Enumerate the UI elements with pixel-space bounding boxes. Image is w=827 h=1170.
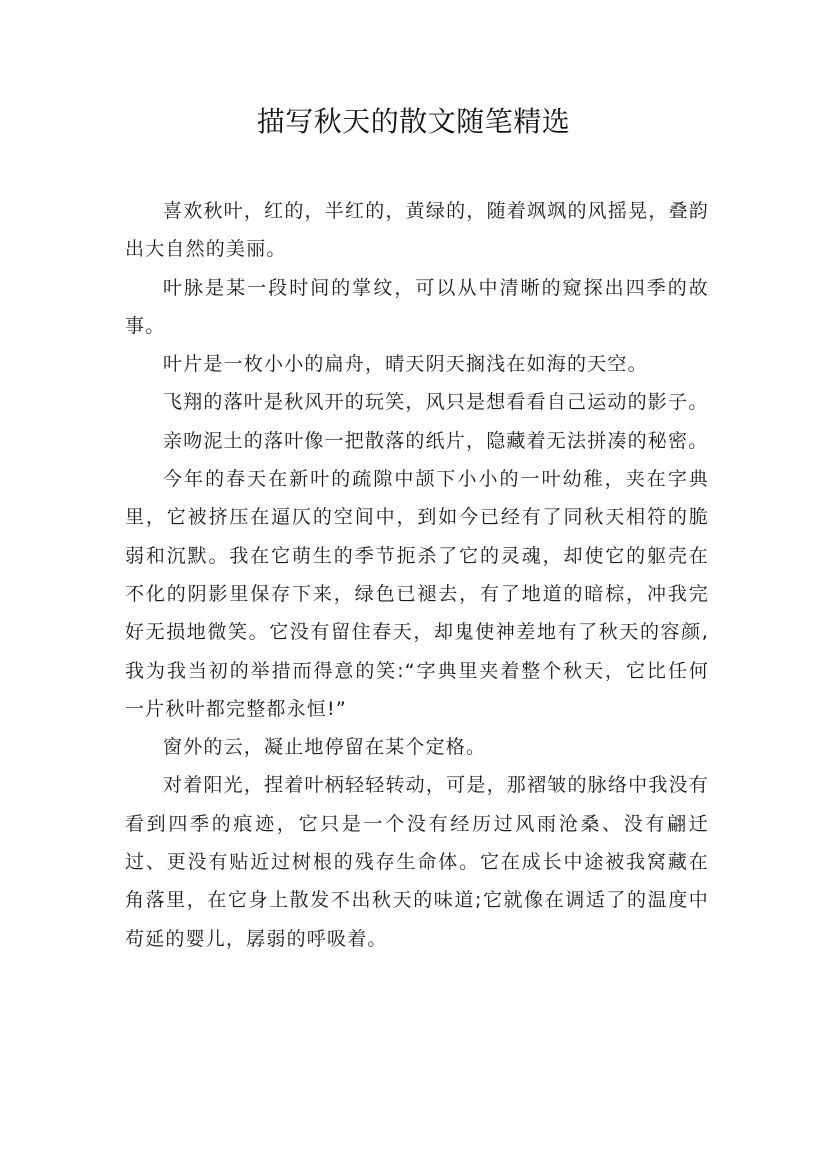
paragraph-4: 飞翔的落叶是秋风开的玩笑，风只是想看看自己运动的影子。: [163, 391, 709, 414]
paragraph-7: 窗外的云，凝止地停留在某个定格。: [163, 736, 487, 759]
document-body: [125, 192, 709, 958]
document-title: 描写秋天的散文随笔精选: [256, 105, 571, 138]
paragraph-8: 对着阳光，捏着叶柄轻轻转动，可是，那褶皱的脉络中我没有看到四季的痕迹，它只是一个没有经历过风雨沧桑、没有翩迁过、更没有贴近过树根的残存生命体。它在成长中途被我窝藏在角落里，在它身上散发不出秋天的味道;它就像在调适了的温度中苟延的婴儿，孱弱的呼吸着。: [125, 774, 709, 950]
paragraph-6: 今年的春天在新叶的疏隙中颉下小小的一叶幼稚，夹在字典里，它被挤压在逼仄的空间中，到如今已经有了同秋天相符的脆弱和沉默。我在它萌生的季节扼杀了它的灵魂，却使它的躯壳在不化的阴影里保存下来，绿色已褪去，有了地道的暗棕，冲我完好无损地微笑。它没有留住春天，却鬼使神差地有了秋天的容颜,我为我当初的举措而得意的笑:“字典里夹着整个秋天，它比任何一片秋叶都完整都永恒!”: [125, 468, 709, 720]
paragraph-5: 亲吻泥土的落叶像一把散落的纸片，隐藏着无法拼凑的秘密。: [163, 429, 709, 452]
paragraph-1: 喜欢秋叶，红的，半红的，黄绿的，随着飒飒的风摇晃，叠韵出大自然的美丽。: [125, 200, 709, 261]
paragraph-3: 叶片是一枚小小的扁舟，晴天阴天搁浅在如海的天空。: [163, 353, 648, 376]
paragraph-2: 叶脉是某一段时间的掌纹，可以从中清晰的窥探出四季的故事。: [125, 276, 709, 337]
